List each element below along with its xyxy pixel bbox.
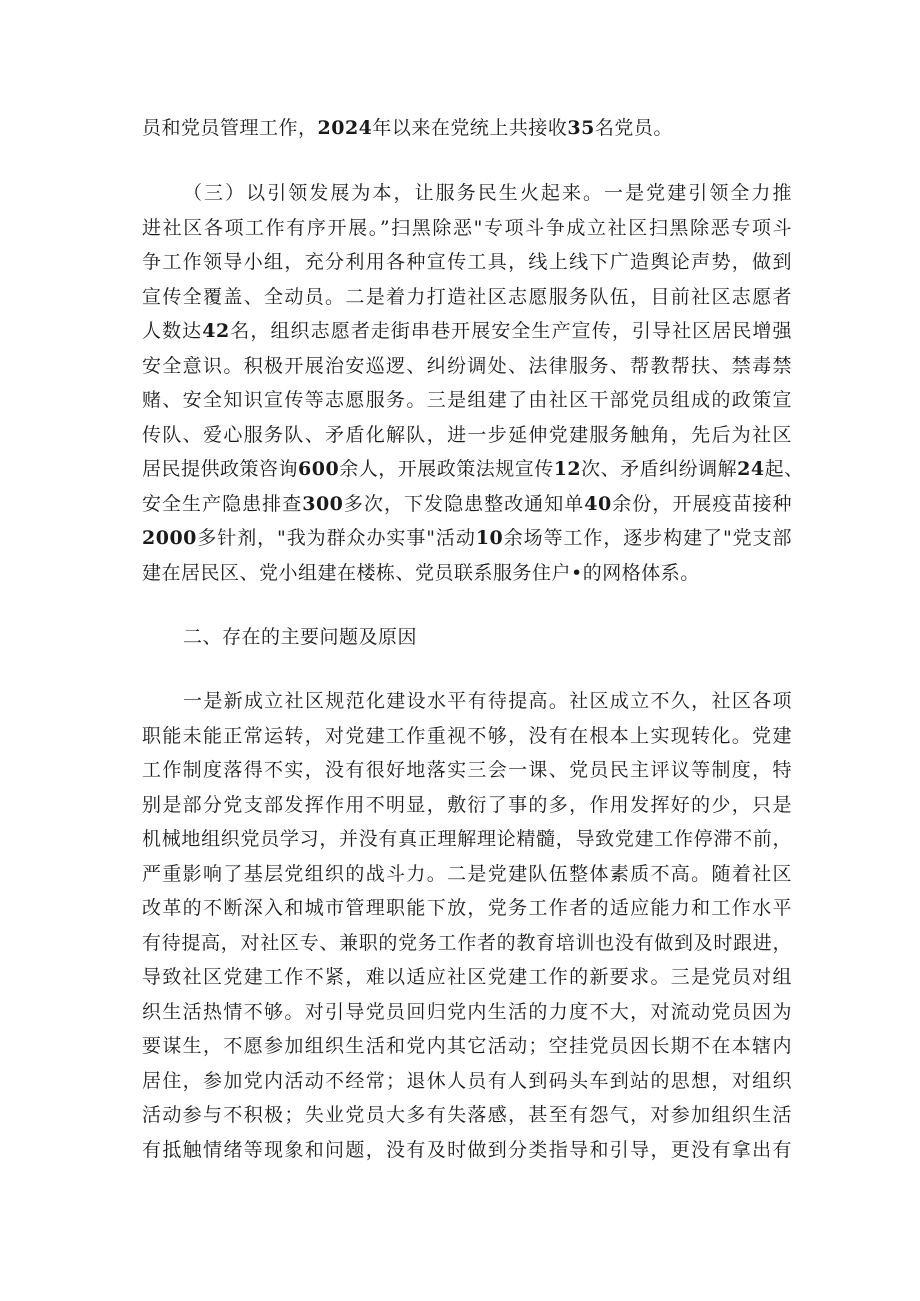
section3-line: 传队、爱心服务队、矛盾化解队，进一步延伸党建服务触角，先后为社区 — [142, 424, 792, 446]
section3-line: 赌、安全知识宣传等志愿服务。三是组建了由社区干部党员组成的政策宣 — [142, 389, 792, 411]
section3-line: 争工作领导小组，充分利用各种宣传工具，线上线下广造舆论声势，做到 — [142, 251, 792, 273]
problems-line: 一是新成立社区规范化建设水平有待提高。社区成立不久，社区各项 — [183, 690, 792, 712]
section3-line: （三）以引领发展为本，让服务民生火起来。一是党建引领全力推 — [183, 182, 792, 204]
problems-line: 有抵触情绪等现象和问题，没有及时做到分类指导和引导，更没有拿出有 — [142, 1139, 792, 1161]
problems-line: 机械地组织党员学习，并没有真正理解理论精髓，导致党建工作停滞不前， — [142, 828, 792, 850]
section3-line: 人数达42名，组织志愿者走街串巷开展安全生产宣传，引导社区居民增强 — [142, 320, 792, 342]
problems-line: 工作制度落得不实，没有很好地落实三会一课、党员民主评议等制度，特 — [142, 759, 792, 781]
problems-line: 居住，参加党内活动不经常；退休人员有人到码头车到站的思想，对组织 — [142, 1070, 792, 1092]
section3-line: 安全意识。积极开展治安巡逻、纠纷调处、法律服务、帮教帮扶、禁毒禁 — [142, 355, 792, 377]
section3-line: 安全生产隐患排查300多次，下发隐患整改通知单40余份，开展疫苗接种 — [142, 493, 792, 515]
section3-line: 建在居民区、党小组建在楼栋、党员联系服务住户•的网格体系。 — [142, 562, 700, 584]
section3-line: 宣传全覆盖、全动员。二是着力打造社区志愿服务队伍，目前社区志愿者 — [142, 286, 792, 308]
problems-line: 有待提高，对社区专、兼职的党务工作者的教育培训也没有做到及时跟进， — [142, 932, 792, 954]
paragraph-continuation-line: 员和党员管理工作，2024年以来在党统上共接收35名党员。 — [142, 117, 673, 139]
problems-line: 活动参与不积极；失业党员大多有失落感，甚至有怨气，对参加组织生活 — [142, 1104, 792, 1126]
problems-line: 织生活热情不够。对引导党员回归党内生活的力度不大，对流动党员因为 — [142, 1001, 792, 1023]
problems-line: 职能未能正常运转，对党建工作重视不够，没有在根本上实现转化。党建 — [142, 725, 792, 747]
problems-line: 改革的不断深入和城市管理职能下放，党务工作者的适应能力和工作水平 — [142, 897, 792, 919]
problems-line: 严重影响了基层党组织的战斗力。二是党建队伍整体素质不高。随着社区 — [142, 863, 792, 885]
problems-line: 要谋生，不愿参加组织生活和党内其它活动；空挂党员因长期不在本辖内 — [142, 1035, 792, 1057]
problems-line: 别是部分党支部发挥作用不明显，敷衍了事的多，作用发挥好的少，只是 — [142, 794, 792, 816]
section3-line: 2000多针剂，"我为群众办实事"活动10余场等工作，逐步构建了"党支部 — [142, 527, 793, 549]
section-heading: 二、存在的主要问题及原因 — [183, 626, 418, 648]
problems-line: 导致社区党建工作不紧，难以适应社区党建工作的新要求。三是党员对组 — [142, 966, 792, 988]
section3-line: 进社区各项工作有序开展。”扫黑除恶"专项斗争成立社区扫黑除恶专项斗 — [142, 217, 792, 239]
section3-line: 居民提供政策咨询600余人，开展政策法规宣传12次、矛盾纠纷调解24起、 — [142, 458, 804, 480]
